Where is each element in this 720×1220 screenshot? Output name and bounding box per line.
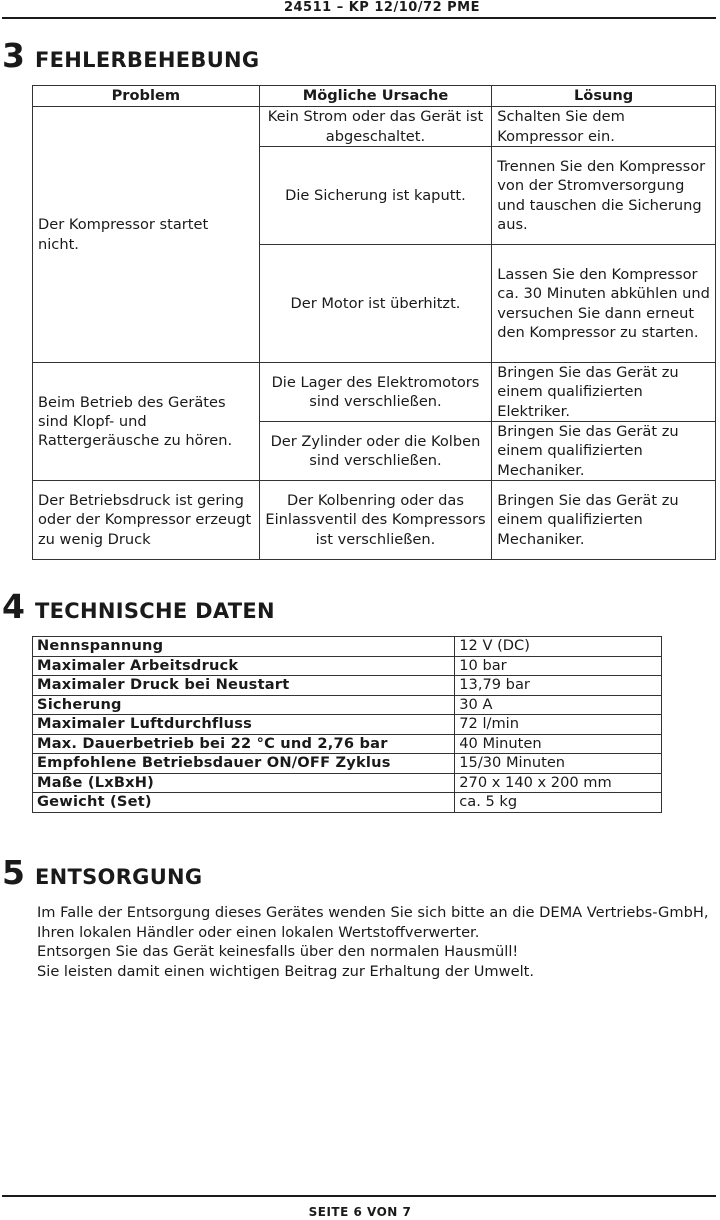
spec-label: Maße (LxBxH) (33, 773, 455, 793)
solution-cell: Bringen Sie das Gerät zu einem qualifizierten Elektriker. (492, 363, 716, 422)
spec-value: 40 Minuten (455, 734, 662, 754)
spec-label: Nennspannung (33, 637, 455, 657)
table-row (33, 107, 716, 147)
table-row (33, 481, 716, 560)
spec-value: 15/30 Minuten (455, 754, 662, 774)
section-5-heading (2, 853, 202, 892)
table-row (33, 676, 662, 696)
table-row (33, 734, 662, 754)
cause-cell: Die Lager des Elektromotors sind verschließen. (259, 363, 492, 422)
cause-cell: Der Kolbenring oder das Einlassventil des Kompressors ist verschließen. (259, 481, 492, 560)
section-title: TECHNISCHE DATEN (34, 599, 275, 623)
column-header: Lösung (492, 86, 716, 107)
solution-cell: Trennen Sie den Kompressor von der Stromversorgung und tauschen die Sicherung aus. (492, 147, 716, 245)
header-rule (2, 17, 716, 19)
column-header: Problem (33, 86, 260, 107)
spec-label: Empfohlene Betriebsdauer ON/OFF Zyklus (33, 754, 455, 774)
spec-value: 12 V (DC) (455, 637, 662, 657)
paragraph: Entsorgen Sie das Gerät keinesfalls über den normalen Hausmüll! (37, 943, 519, 960)
table-row (33, 715, 662, 735)
section-number: 4 (2, 587, 25, 626)
table-header-row (33, 86, 716, 107)
solution-cell: Bringen Sie das Gerät zu einem qualifizierten Mechaniker. (492, 481, 716, 560)
paragraph: Im Falle der Entsorgung dieses Gerätes wenden Sie sich bitte an die DEMA Vertriebs-GmbH, Ihren lokalen Händler oder einen lokalen Wertstoffverwerter. (37, 904, 709, 941)
cause-cell: Der Zylinder oder die Kolben sind verschließen. (259, 422, 492, 481)
spec-label: Max. Dauerbetrieb bei 22 °C und 2,76 bar (33, 734, 455, 754)
troubleshooting-table (32, 85, 716, 560)
table-row (33, 773, 662, 793)
spec-value: ca. 5 kg (455, 793, 662, 813)
doc-reference: 24511 – KP 12/10/72 PME (283, 0, 480, 15)
spec-value: 10 bar (455, 656, 662, 676)
footer-rule (2, 1195, 716, 1197)
section-3-heading (2, 36, 259, 75)
page-number: SEITE 6 VON 7 (308, 1205, 412, 1219)
section-4-heading (2, 587, 275, 626)
paragraph: Sie leisten damit einen wichtigen Beitrag zur Erhaltung der Umwelt. (37, 962, 534, 980)
solution-cell: Schalten Sie dem Kompressor ein. (492, 107, 716, 147)
table-row (33, 656, 662, 676)
column-header: Mögliche Ursache (259, 86, 492, 107)
spec-label: Sicherung (33, 695, 455, 715)
cause-cell: Die Sicherung ist kaputt. (259, 147, 492, 245)
problem-cell: Der Kompressor startet nicht. (33, 107, 260, 363)
solution-cell: Lassen Sie den Kompressor ca. 30 Minuten abkühlen und versuchen Sie dann erneut den Kompressor zu starten. (492, 245, 716, 363)
table-row (33, 754, 662, 774)
table-row (33, 793, 662, 813)
spec-value: 270 x 140 x 200 mm (455, 773, 662, 793)
table-row (33, 637, 662, 657)
cause-cell: Kein Strom oder das Gerät ist abgeschaltet. (259, 107, 492, 147)
table-row (33, 695, 662, 715)
section-title: ENTSORGUNG (34, 865, 203, 889)
table-row (33, 363, 716, 422)
cause-cell: Der Motor ist überhitzt. (259, 245, 492, 363)
problem-cell: Der Betriebsdruck ist gering oder der Kompressor erzeugt zu wenig Druck (33, 481, 260, 560)
spec-value: 30 A (455, 695, 662, 715)
spec-label: Maximaler Druck bei Neustart (33, 676, 455, 696)
problem-cell: Beim Betrieb des Gerätes sind Klopf- und Rattergeräusche zu hören. (33, 363, 260, 481)
technical-data-table (32, 636, 662, 813)
spec-value: 13,79 bar (455, 676, 662, 696)
spec-label: Maximaler Luftdurchfluss (33, 715, 455, 735)
spec-label: Maximaler Arbeitsdruck (33, 656, 455, 676)
solution-cell: Bringen Sie das Gerät zu einem qualifizierten Mechaniker. (492, 422, 716, 481)
section-number: 3 (2, 36, 25, 75)
section-number: 5 (2, 853, 25, 892)
spec-value: 72 l/min (455, 715, 662, 735)
disposal-text (37, 903, 712, 981)
section-title: FEHLERBEHEBUNG (34, 48, 260, 72)
spec-label: Gewicht (Set) (33, 793, 455, 813)
